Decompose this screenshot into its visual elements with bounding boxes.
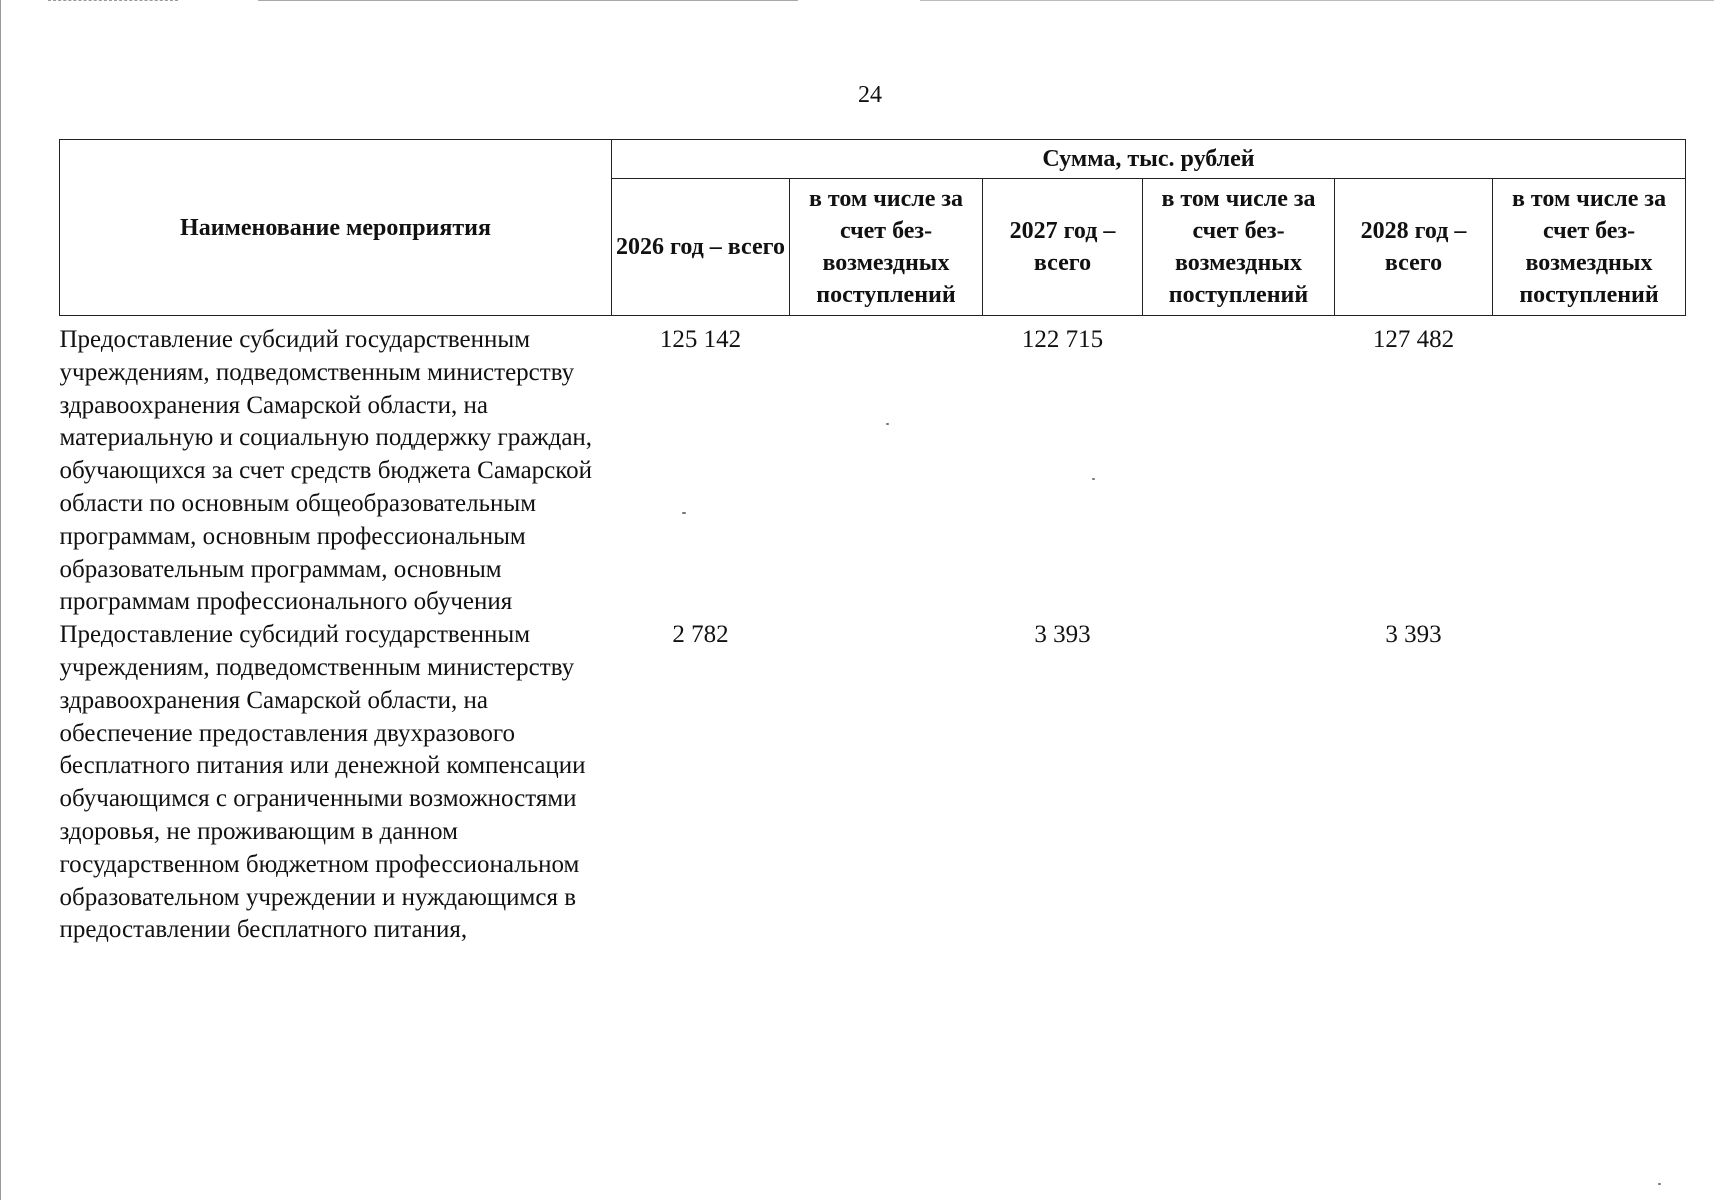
- value-2028-incl: [1493, 619, 1686, 947]
- value-2028-total: 3 393: [1385, 621, 1442, 649]
- page-number: 24: [858, 82, 882, 108]
- scan-speck: [1658, 1183, 1661, 1185]
- scan-edge-left: [0, 0, 1, 1200]
- scan-speck: [682, 512, 686, 514]
- table-row: [60, 316, 1686, 620]
- value-2027-total: 3 393: [1034, 621, 1091, 649]
- scan-speck: [1092, 478, 1095, 480]
- header-2026-incl: в том числе за счет без-возмездных поступлений: [790, 179, 983, 316]
- value-2028-total: 127 482: [1372, 326, 1455, 353]
- scan-speck: [886, 423, 889, 425]
- activity-name-cell: Предоставление субсидий государственным учреждениям, подведомственным министерству здравоохранения Самарской области, на материальную и социальную поддержку граждан, обучающихся за счет средств бюджета Самарской области по основным общеобразовательным программам, основным профессиональным образовательным программам, основным программам профессионального обучения: [59, 326, 593, 616]
- value-2026-incl: [790, 316, 983, 620]
- header-2027-total: 2027 год – всего: [983, 179, 1143, 316]
- header-2027-incl: в том числе за счет без-возмездных поступлений: [1143, 179, 1335, 316]
- header-sum-group: Сумма, тыс. рублей: [612, 140, 1686, 179]
- value-2027-total: 122 715: [1021, 326, 1104, 353]
- header-2028-incl: в том числе за счет без-возмездных поступлений: [1493, 179, 1686, 316]
- header-activity-name: Наименование мероприятия: [60, 140, 612, 316]
- activity-name-cell: Предоставление субсидий государственным учреждениям, подведомственным министерству здравоохранения Самарской области, на обеспечение предоставления двухразового бесплатного питания или денежной компенсации обучающимся с ограниченными возможностями здоровья, не проживающим в данном государственном бюджетном профессиональном образовательном учреждении и нуждающимся в предоставлении бесплатного питания,: [59, 621, 586, 944]
- value-2026-total: 2 782: [672, 621, 729, 649]
- value-2027-incl: [1143, 619, 1335, 947]
- value-2028-incl: [1493, 316, 1686, 620]
- scan-edge-top: [0, 0, 1714, 3]
- table-row: [60, 619, 1686, 947]
- header-2028-total: 2028 год – всего: [1335, 179, 1493, 316]
- value-2026-total: 125 142: [659, 326, 742, 353]
- value-2027-incl: [1143, 316, 1335, 620]
- value-2026-incl: [790, 619, 983, 947]
- activities-budget-table: [59, 139, 1686, 947]
- header-2026-total: 2026 год – всего: [612, 179, 790, 316]
